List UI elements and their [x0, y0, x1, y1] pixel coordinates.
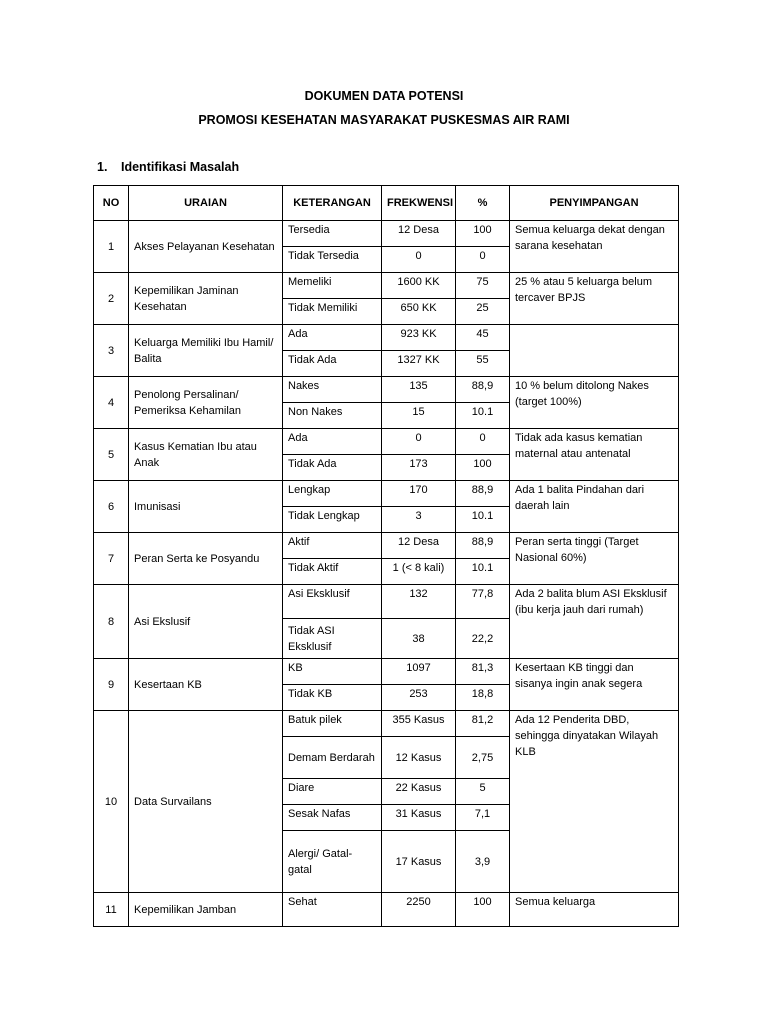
row-frekwensi: 31 Kasus	[382, 805, 456, 831]
row-keterangan: Demam Berdarah	[283, 737, 382, 779]
table-row	[94, 481, 679, 507]
section-title: Identifikasi Masalah	[121, 160, 240, 174]
row-uraian: Kesertaan KB	[129, 659, 283, 711]
row-frekwensi: 0	[382, 429, 456, 455]
row-number: 4	[94, 377, 129, 429]
row-frekwensi: 12 Kasus	[382, 737, 456, 779]
row-number: 11	[94, 893, 129, 927]
row-percent: 25	[456, 299, 510, 325]
table-row	[94, 429, 679, 455]
row-number: 1	[94, 221, 129, 273]
row-uraian: Penolong Persalinan/ Pemeriksa Kehamilan	[129, 377, 283, 429]
row-frekwensi: 650 KK	[382, 299, 456, 325]
header-penyimpangan: PENYIMPANGAN	[510, 186, 679, 221]
row-uraian: Peran Serta ke Posyandu	[129, 533, 283, 585]
document-subtitle: PROMOSI KESEHATAN MASYARAKAT PUSKESMAS AIR RAMI	[198, 113, 570, 127]
header-uraian: URAIAN	[129, 186, 283, 221]
row-keterangan: Non Nakes	[283, 403, 382, 429]
row-frekwensi: 3	[382, 507, 456, 533]
row-frekwensi: 923 KK	[382, 325, 456, 351]
table-row	[94, 221, 679, 247]
row-keterangan: Tidak Memiliki	[283, 299, 382, 325]
row-keterangan: KB	[283, 659, 382, 685]
row-frekwensi: 2250	[382, 893, 456, 927]
row-number: 7	[94, 533, 129, 585]
row-frekwensi: 173	[382, 455, 456, 481]
row-uraian: Akses Pelayanan Kesehatan	[129, 221, 283, 273]
row-frekwensi: 132	[382, 585, 456, 619]
row-penyimpangan: Semua keluarga dekat dengan sarana kesehatan	[510, 221, 679, 273]
row-frekwensi: 1327 KK	[382, 351, 456, 377]
row-frekwensi: 0	[382, 247, 456, 273]
row-percent: 81,2	[456, 711, 510, 737]
row-frekwensi: 22 Kasus	[382, 779, 456, 805]
table-header-row	[94, 186, 679, 221]
row-percent: 2,75	[456, 737, 510, 779]
row-frekwensi: 1097	[382, 659, 456, 685]
row-keterangan: Tidak Ada	[283, 455, 382, 481]
row-keterangan: Tidak KB	[283, 685, 382, 711]
row-frekwensi: 170	[382, 481, 456, 507]
row-uraian: Keluarga Memiliki Ibu Hamil/ Balita	[129, 325, 283, 377]
header-frekwensi: FREKWENSI	[382, 186, 456, 221]
row-percent: 88,9	[456, 481, 510, 507]
row-percent: 100	[456, 893, 510, 927]
row-number: 10	[94, 711, 129, 893]
row-keterangan: Sesak Nafas	[283, 805, 382, 831]
table-row	[94, 533, 679, 559]
row-keterangan: Diare	[283, 779, 382, 805]
row-keterangan: Memeliki	[283, 273, 382, 299]
row-penyimpangan: Kesertaan KB tinggi dan sisanya ingin anak segera	[510, 659, 679, 711]
row-number: 6	[94, 481, 129, 533]
row-percent: 7,1	[456, 805, 510, 831]
table-row	[94, 273, 679, 299]
row-percent: 100	[456, 221, 510, 247]
table-row	[94, 711, 679, 737]
row-penyimpangan: Ada 12 Penderita DBD, sehingga dinyatakan Wilayah KLB	[510, 711, 679, 893]
row-penyimpangan: 25 % atau 5 keluarga belum tercaver BPJS	[510, 273, 679, 325]
data-table	[93, 185, 679, 927]
row-uraian: Imunisasi	[129, 481, 283, 533]
row-frekwensi: 17 Kasus	[382, 831, 456, 893]
row-percent: 77,8	[456, 585, 510, 619]
table-row	[94, 377, 679, 403]
row-percent: 18,8	[456, 685, 510, 711]
row-percent: 10.1	[456, 559, 510, 585]
row-uraian: Kasus Kematian Ibu atau Anak	[129, 429, 283, 481]
row-percent: 81,3	[456, 659, 510, 685]
row-percent: 88,9	[456, 533, 510, 559]
row-percent: 45	[456, 325, 510, 351]
row-frekwensi: 135	[382, 377, 456, 403]
header-no: NO	[94, 186, 129, 221]
row-penyimpangan: Semua keluarga	[510, 893, 679, 927]
row-keterangan: Alergi/ Gatal-gatal	[283, 831, 382, 893]
header-percent: %	[456, 186, 510, 221]
row-frekwensi: 1 (< 8 kali)	[382, 559, 456, 585]
row-keterangan: Aktif	[283, 533, 382, 559]
row-percent: 100	[456, 455, 510, 481]
row-percent: 0	[456, 429, 510, 455]
header-keterangan: KETERANGAN	[283, 186, 382, 221]
row-keterangan: Asi Eksklusif	[283, 585, 382, 619]
section-heading	[97, 160, 239, 174]
row-keterangan: Tidak Lengkap	[283, 507, 382, 533]
row-penyimpangan: Tidak ada kasus kematian maternal atau antenatal	[510, 429, 679, 481]
row-frekwensi: 1600 KK	[382, 273, 456, 299]
row-uraian: Kepemilikan Jamban	[129, 893, 283, 927]
row-number: 5	[94, 429, 129, 481]
row-frekwensi: 12 Desa	[382, 221, 456, 247]
row-percent: 22,2	[456, 619, 510, 659]
row-frekwensi: 253	[382, 685, 456, 711]
row-percent: 88,9	[456, 377, 510, 403]
row-percent: 55	[456, 351, 510, 377]
row-keterangan: Tidak Aktif	[283, 559, 382, 585]
row-penyimpangan	[510, 325, 679, 377]
row-penyimpangan: Ada 2 balita blum ASI Eksklusif (ibu kerja jauh dari rumah)	[510, 585, 679, 659]
table-body	[94, 221, 679, 927]
row-percent: 3,9	[456, 831, 510, 893]
row-number: 8	[94, 585, 129, 659]
row-keterangan: Lengkap	[283, 481, 382, 507]
table-row	[94, 659, 679, 685]
row-keterangan: Nakes	[283, 377, 382, 403]
row-keterangan: Sehat	[283, 893, 382, 927]
row-frekwensi: 15	[382, 403, 456, 429]
row-percent: 75	[456, 273, 510, 299]
section-number: 1.	[97, 160, 108, 174]
row-keterangan: Tidak Tersedia	[283, 247, 382, 273]
row-keterangan: Batuk pilek	[283, 711, 382, 737]
row-frekwensi: 12 Desa	[382, 533, 456, 559]
row-keterangan: Ada	[283, 325, 382, 351]
row-number: 2	[94, 273, 129, 325]
row-keterangan: Ada	[283, 429, 382, 455]
row-percent: 10.1	[456, 507, 510, 533]
row-keterangan: Tersedia	[283, 221, 382, 247]
row-number: 3	[94, 325, 129, 377]
row-percent: 0	[456, 247, 510, 273]
row-percent: 5	[456, 779, 510, 805]
row-keterangan: Tidak ASI Eksklusif	[283, 619, 382, 659]
table-row	[94, 893, 679, 927]
row-percent: 10.1	[456, 403, 510, 429]
row-keterangan: Tidak Ada	[283, 351, 382, 377]
row-frekwensi: 355 Kasus	[382, 711, 456, 737]
table-row	[94, 325, 679, 351]
row-penyimpangan: Peran serta tinggi (Target Nasional 60%)	[510, 533, 679, 585]
row-frekwensi: 38	[382, 619, 456, 659]
table-row	[94, 585, 679, 619]
document-title: DOKUMEN DATA POTENSI	[304, 89, 464, 103]
row-penyimpangan: 10 % belum ditolong Nakes (target 100%)	[510, 377, 679, 429]
row-penyimpangan: Ada 1 balita Pindahan dari daerah lain	[510, 481, 679, 533]
row-uraian: Kepemilikan Jaminan Kesehatan	[129, 273, 283, 325]
row-number: 9	[94, 659, 129, 711]
row-uraian: Asi Ekslusif	[129, 585, 283, 659]
row-uraian: Data Survailans	[129, 711, 283, 893]
